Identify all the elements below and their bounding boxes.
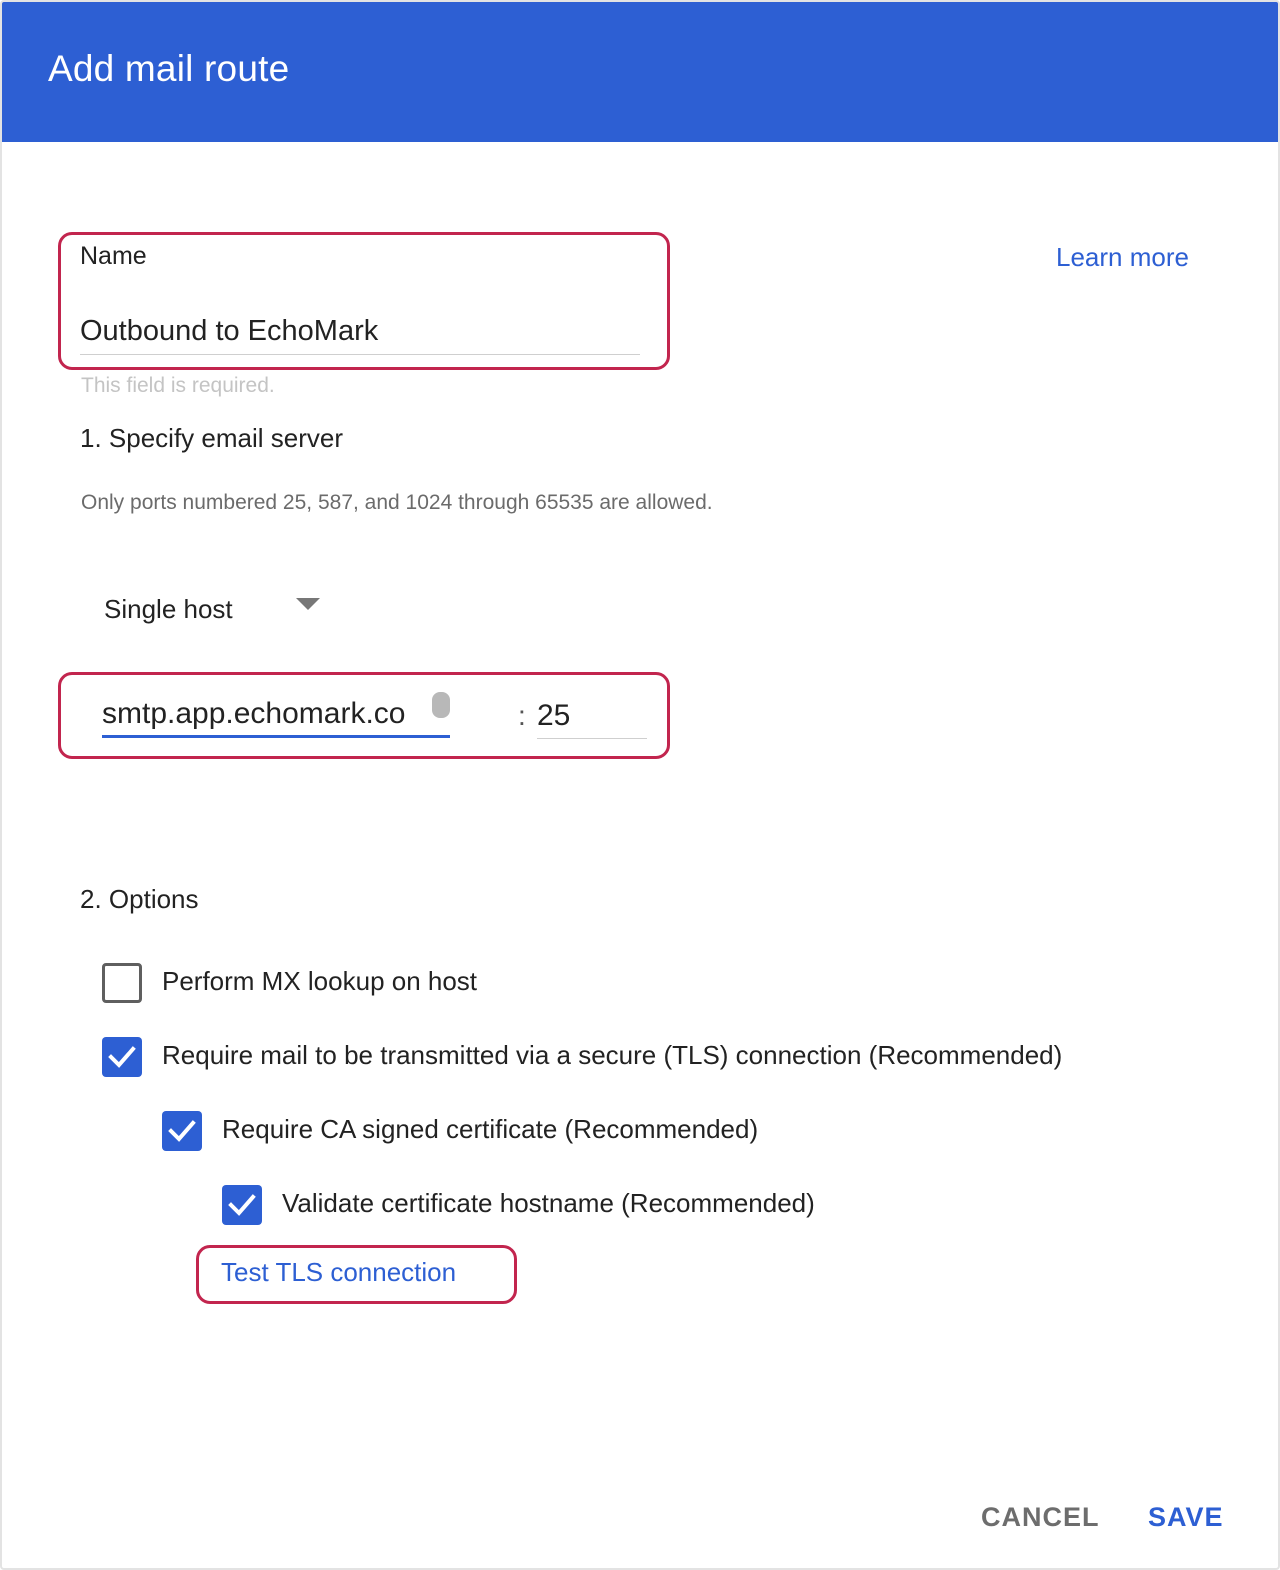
host-input[interactable] [102, 692, 450, 738]
chevron-down-icon [296, 598, 320, 610]
checkmark-icon [108, 1044, 136, 1070]
checkmark-icon [168, 1118, 196, 1144]
cancel-button[interactable]: CANCEL [981, 1502, 1100, 1532]
option-label: Require CA signed certificate (Recommended) [222, 1114, 759, 1144]
name-input[interactable] [80, 308, 640, 355]
dialog-title: Add mail route [48, 48, 290, 89]
section-heading-email-server: 1. Specify email server [80, 423, 343, 453]
checkbox-checked[interactable] [222, 1185, 262, 1225]
option-label: Validate certificate hostname (Recommended) [282, 1188, 815, 1218]
name-label: Name [80, 242, 147, 270]
host-input-scroll-thumb[interactable] [432, 692, 450, 718]
port-input[interactable] [537, 694, 647, 739]
test-tls-connection-link[interactable]: Test TLS connection [221, 1257, 457, 1287]
checkbox-checked[interactable] [102, 1037, 142, 1077]
dialog-header [2, 2, 1278, 142]
option-label: Require mail to be transmitted via a secure (TLS) connection (Recommended) [162, 1040, 1063, 1070]
checkbox-checked[interactable] [162, 1111, 202, 1151]
port-separator: : [518, 700, 526, 731]
host-type-select[interactable] [104, 592, 324, 632]
checkbox-unchecked[interactable] [102, 963, 142, 1003]
section-heading-options: 2. Options [80, 884, 199, 914]
host-type-value: Single host [104, 594, 233, 624]
checkmark-icon [228, 1192, 256, 1218]
learn-more-link[interactable]: Learn more [1056, 242, 1189, 272]
option-label: Perform MX lookup on host [162, 966, 478, 996]
save-button[interactable]: SAVE [1148, 1502, 1224, 1532]
name-helper-text: This field is required. [81, 374, 275, 397]
port-note: Only ports numbered 25, 587, and 1024 through 65535 are allowed. [81, 491, 713, 514]
